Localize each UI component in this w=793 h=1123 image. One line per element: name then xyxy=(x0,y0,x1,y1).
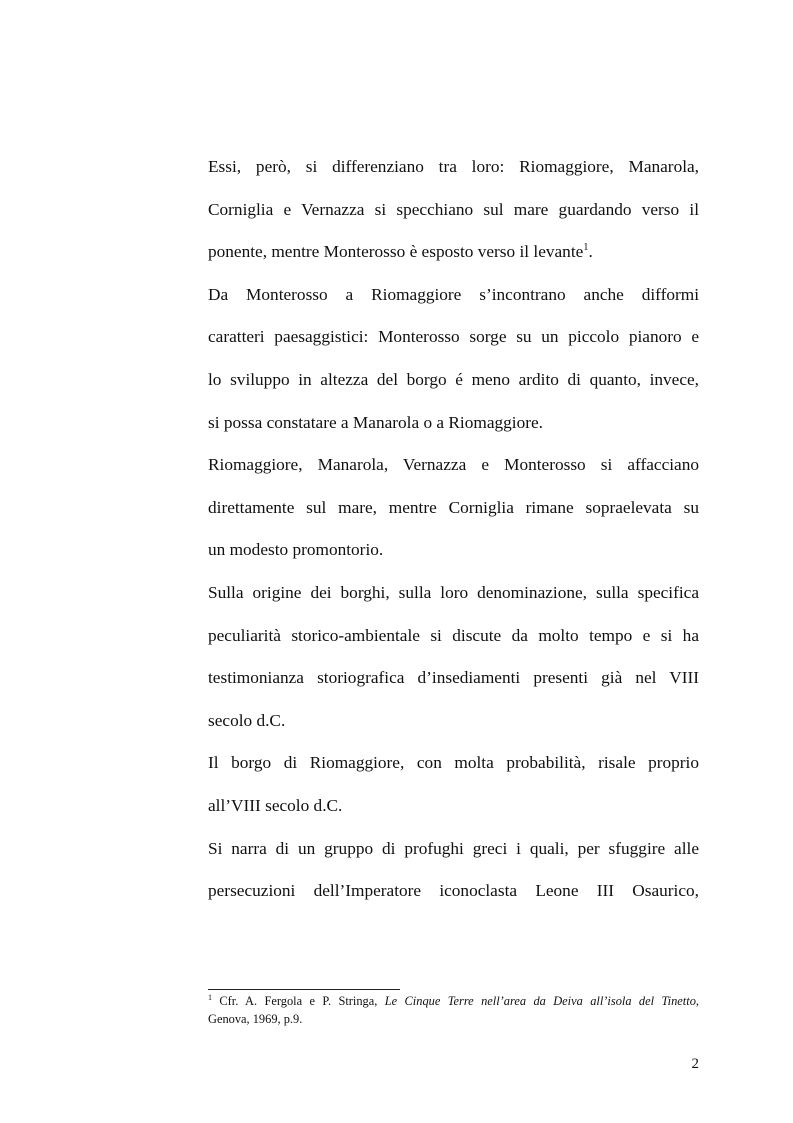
body-line-3-text: ponente, mentre Monterosso è esposto verso il levante xyxy=(208,242,584,262)
body-line-1: Essi, però, si differenziano tra loro: Riomaggiore, Manarola, xyxy=(208,157,699,176)
body-text xyxy=(208,146,699,913)
body-line-6: lo sviluppo in altezza del borgo é meno ardito di quanto, invece, xyxy=(208,369,699,389)
body-line-3-end: . xyxy=(588,242,593,262)
body-line-5: caratteri paesaggistici: Monterosso sorge su un piccolo pianoro e xyxy=(208,327,699,347)
body-line-18: persecuzioni dell’Imperatore iconoclasta Leone III Osaurico, xyxy=(208,881,699,901)
body-line-14: secolo d.C. xyxy=(208,710,286,730)
body-line-15: Il borgo di Riomaggiore, con molta probabilità, risale proprio xyxy=(208,753,699,773)
body-line-11: Sulla origine dei borghi, sulla loro denominazione, sulla specifica xyxy=(208,582,699,602)
footnote-separator xyxy=(208,989,400,990)
footnote-reference[interactable]: 1 xyxy=(583,242,589,254)
footnote-suffix: , xyxy=(695,994,700,1008)
body-line-2: Corniglia e Vernazza si specchiano sul mare guardando verso il xyxy=(208,199,699,219)
body-line-8: Riomaggiore, Manarola, Vernazza e Monterosso si affacciano xyxy=(208,455,699,475)
footnote-prefix: Cfr. A. Fergola e P. Stringa, xyxy=(212,994,385,1008)
body-line-17: Si narra di un gruppo di profughi greci i quali, per sfuggire alle xyxy=(208,838,699,858)
body-line-9: direttamente sul mare, mentre Corniglia rimane sopraelevata su xyxy=(208,497,699,517)
body-line-10: un modesto promontorio. xyxy=(208,540,384,560)
page-number: 2 xyxy=(691,1056,699,1072)
body-line-4: Da Monterosso a Riomaggiore s’incontrano anche difformi xyxy=(208,284,699,304)
body-line-7: si possa constatare a Manarola o a Riomaggiore. xyxy=(208,412,543,432)
footnote-number: 1 xyxy=(208,993,212,1002)
body-line-16: all’VIII secolo d.C. xyxy=(208,795,343,815)
body-line-13: testimonianza storiografica d’insediamenti presenti già nel VIII xyxy=(208,668,699,688)
footnote-line-1 xyxy=(208,993,699,1011)
footnote xyxy=(208,993,699,1028)
footnote-title: Le Cinque Terre nell’area da Deiva all’isola del Tinetto xyxy=(384,994,696,1008)
body-line-3 xyxy=(208,231,699,274)
body-line-12: peculiarità storico-ambientale si discute da molto tempo e si ha xyxy=(208,625,699,645)
footnote-line-2: Genova, 1969, p.9. xyxy=(208,1012,303,1026)
